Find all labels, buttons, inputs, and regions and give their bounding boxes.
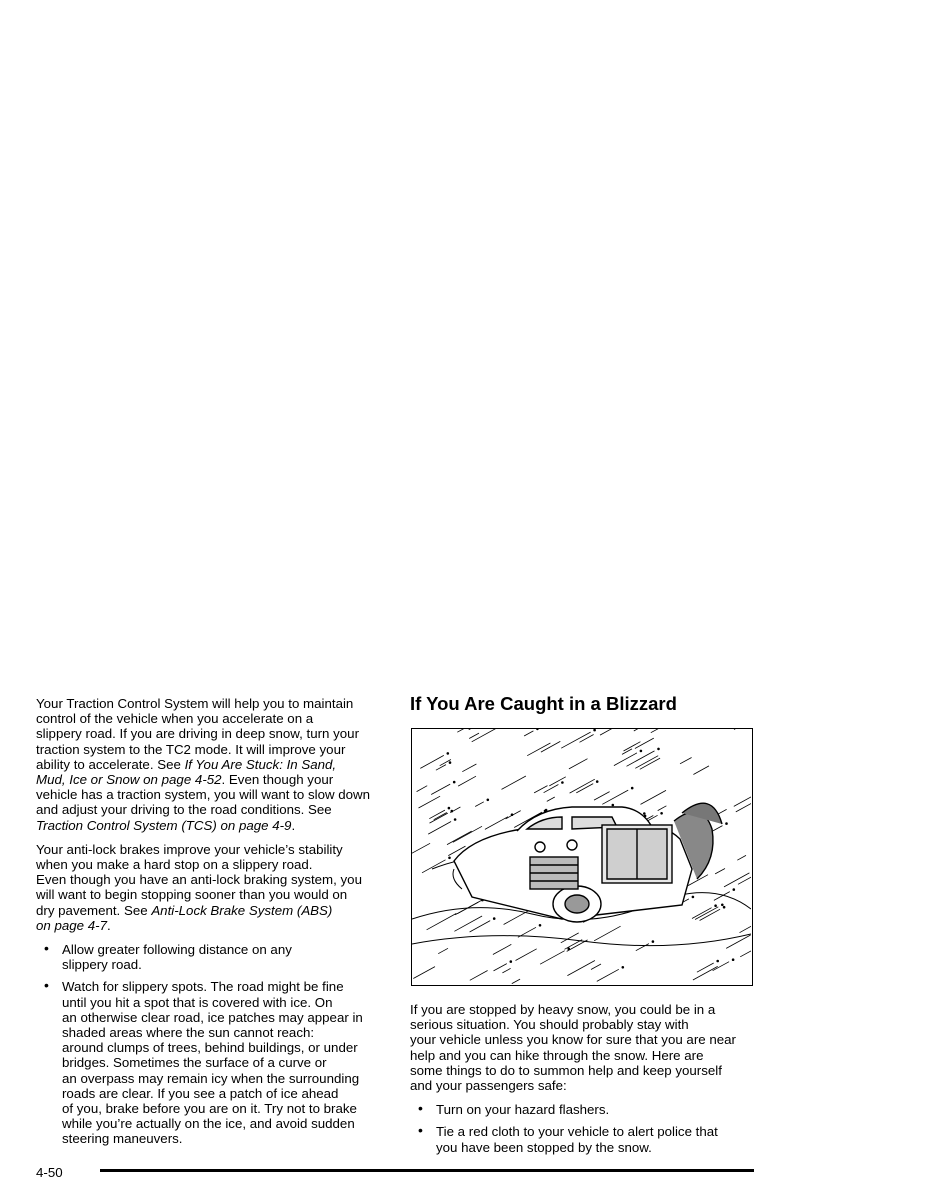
abs-reference-link[interactable]: Anti-Lock Brake System (ABS) xyxy=(151,902,333,918)
blizzard-illustration xyxy=(411,728,753,986)
list-item xyxy=(36,942,386,972)
right-column xyxy=(410,693,756,1162)
text-line: serious situation. You should probably stay with xyxy=(410,1017,689,1033)
text-line xyxy=(36,818,386,833)
list-item xyxy=(410,1102,756,1117)
text-line: steering maneuvers. xyxy=(62,1131,183,1147)
text-line: Your anti-lock brakes improve your vehicle’s stability xyxy=(36,841,343,857)
left-bullet-list xyxy=(36,942,386,1147)
period: . xyxy=(291,817,296,833)
text-line: will want to begin stopping sooner than you would on xyxy=(36,887,348,903)
right-bullet-list xyxy=(410,1102,756,1155)
text-line: traction system to the TC2 mode. It will improve your xyxy=(36,741,346,757)
text-line: • Tie a red cloth to your vehicle to alert police that xyxy=(436,1124,718,1140)
left-column xyxy=(36,696,386,1154)
text-line: control of the vehicle when you accelerate on a xyxy=(36,711,314,727)
text-fragment: . Even though your xyxy=(221,772,334,788)
text-line: of you, brake before you are on it. Try not to brake xyxy=(62,1101,357,1117)
antilock-paragraph xyxy=(36,842,386,933)
text-line: • Allow greater following distance on any xyxy=(62,942,292,958)
text-line: some things to do to summon help and keep yourself xyxy=(410,1062,722,1078)
vehicle-drawing xyxy=(454,803,722,922)
text-line: and adjust your driving to the road conditions. See xyxy=(36,802,332,818)
text-line xyxy=(36,903,386,918)
text-line: when you make a hard stop on a slippery road. xyxy=(36,857,313,873)
text-line: an overpass may remain icy when the surrounding xyxy=(62,1070,360,1086)
period: . xyxy=(106,917,111,933)
text-line: around clumps of trees, behind buildings, or under xyxy=(62,1040,358,1056)
text-line: slippery road. xyxy=(62,957,142,973)
text-line: roads are clear. If you see a patch of ice ahead xyxy=(62,1085,339,1101)
blizzard-paragraph xyxy=(410,1002,756,1093)
list-item xyxy=(410,1124,756,1154)
text-line: bridges. Sometimes the surface of a curve or xyxy=(62,1055,327,1071)
traction-paragraph xyxy=(36,696,386,833)
text-line: help and you can hike through the snow. Here are xyxy=(410,1047,704,1063)
text-line: Your Traction Control System will help you to maintain xyxy=(36,696,354,711)
text-line xyxy=(36,772,386,787)
text-line xyxy=(36,918,386,933)
text-line: vehicle has a traction system, you will want to slow down xyxy=(36,787,371,803)
text-line: If you are stopped by heavy snow, you could be in a xyxy=(410,1002,716,1017)
abs-reference-link-cont[interactable]: on page 4-7 xyxy=(36,917,107,933)
list-item xyxy=(36,979,386,1146)
stuck-reference-link[interactable]: If You Are Stuck: In Sand, xyxy=(184,756,337,772)
text-line: and your passengers safe: xyxy=(410,1078,567,1094)
text-line: shaded areas where the sun cannot reach: xyxy=(62,1025,315,1041)
text-line: your vehicle unless you know for sure that you are near xyxy=(410,1032,736,1048)
text-line: you have been stopped by the snow. xyxy=(436,1139,652,1155)
text-line: • Turn on your hazard flashers. xyxy=(436,1102,610,1118)
footer-rule xyxy=(100,1169,754,1172)
text-line: until you hit a spot that is covered with ice. On xyxy=(62,994,333,1010)
text-line: • Watch for slippery spots. The road might be fine xyxy=(62,979,344,995)
see-text: dry pavement. See xyxy=(36,902,152,918)
text-line: an otherwise clear road, ice patches may appear in xyxy=(62,1009,363,1025)
stuck-reference-link-cont[interactable]: Mud, Ice or Snow on page 4-52 xyxy=(36,772,222,788)
text-line: while you’re actually on the ice, and avoid sudden xyxy=(62,1116,355,1132)
page-number: 4-50 xyxy=(36,1165,63,1180)
text-line: slippery road. If you are driving in deep snow, turn your xyxy=(36,726,359,742)
tcs-reference-link[interactable]: Traction Control System (TCS) on page 4-9 xyxy=(36,817,292,833)
text-line: Even though you have an anti-lock braking system, you xyxy=(36,872,362,888)
see-text: ability to accelerate. See xyxy=(36,756,185,772)
section-heading: If You Are Caught in a Blizzard xyxy=(410,693,677,714)
text-line xyxy=(36,757,386,772)
